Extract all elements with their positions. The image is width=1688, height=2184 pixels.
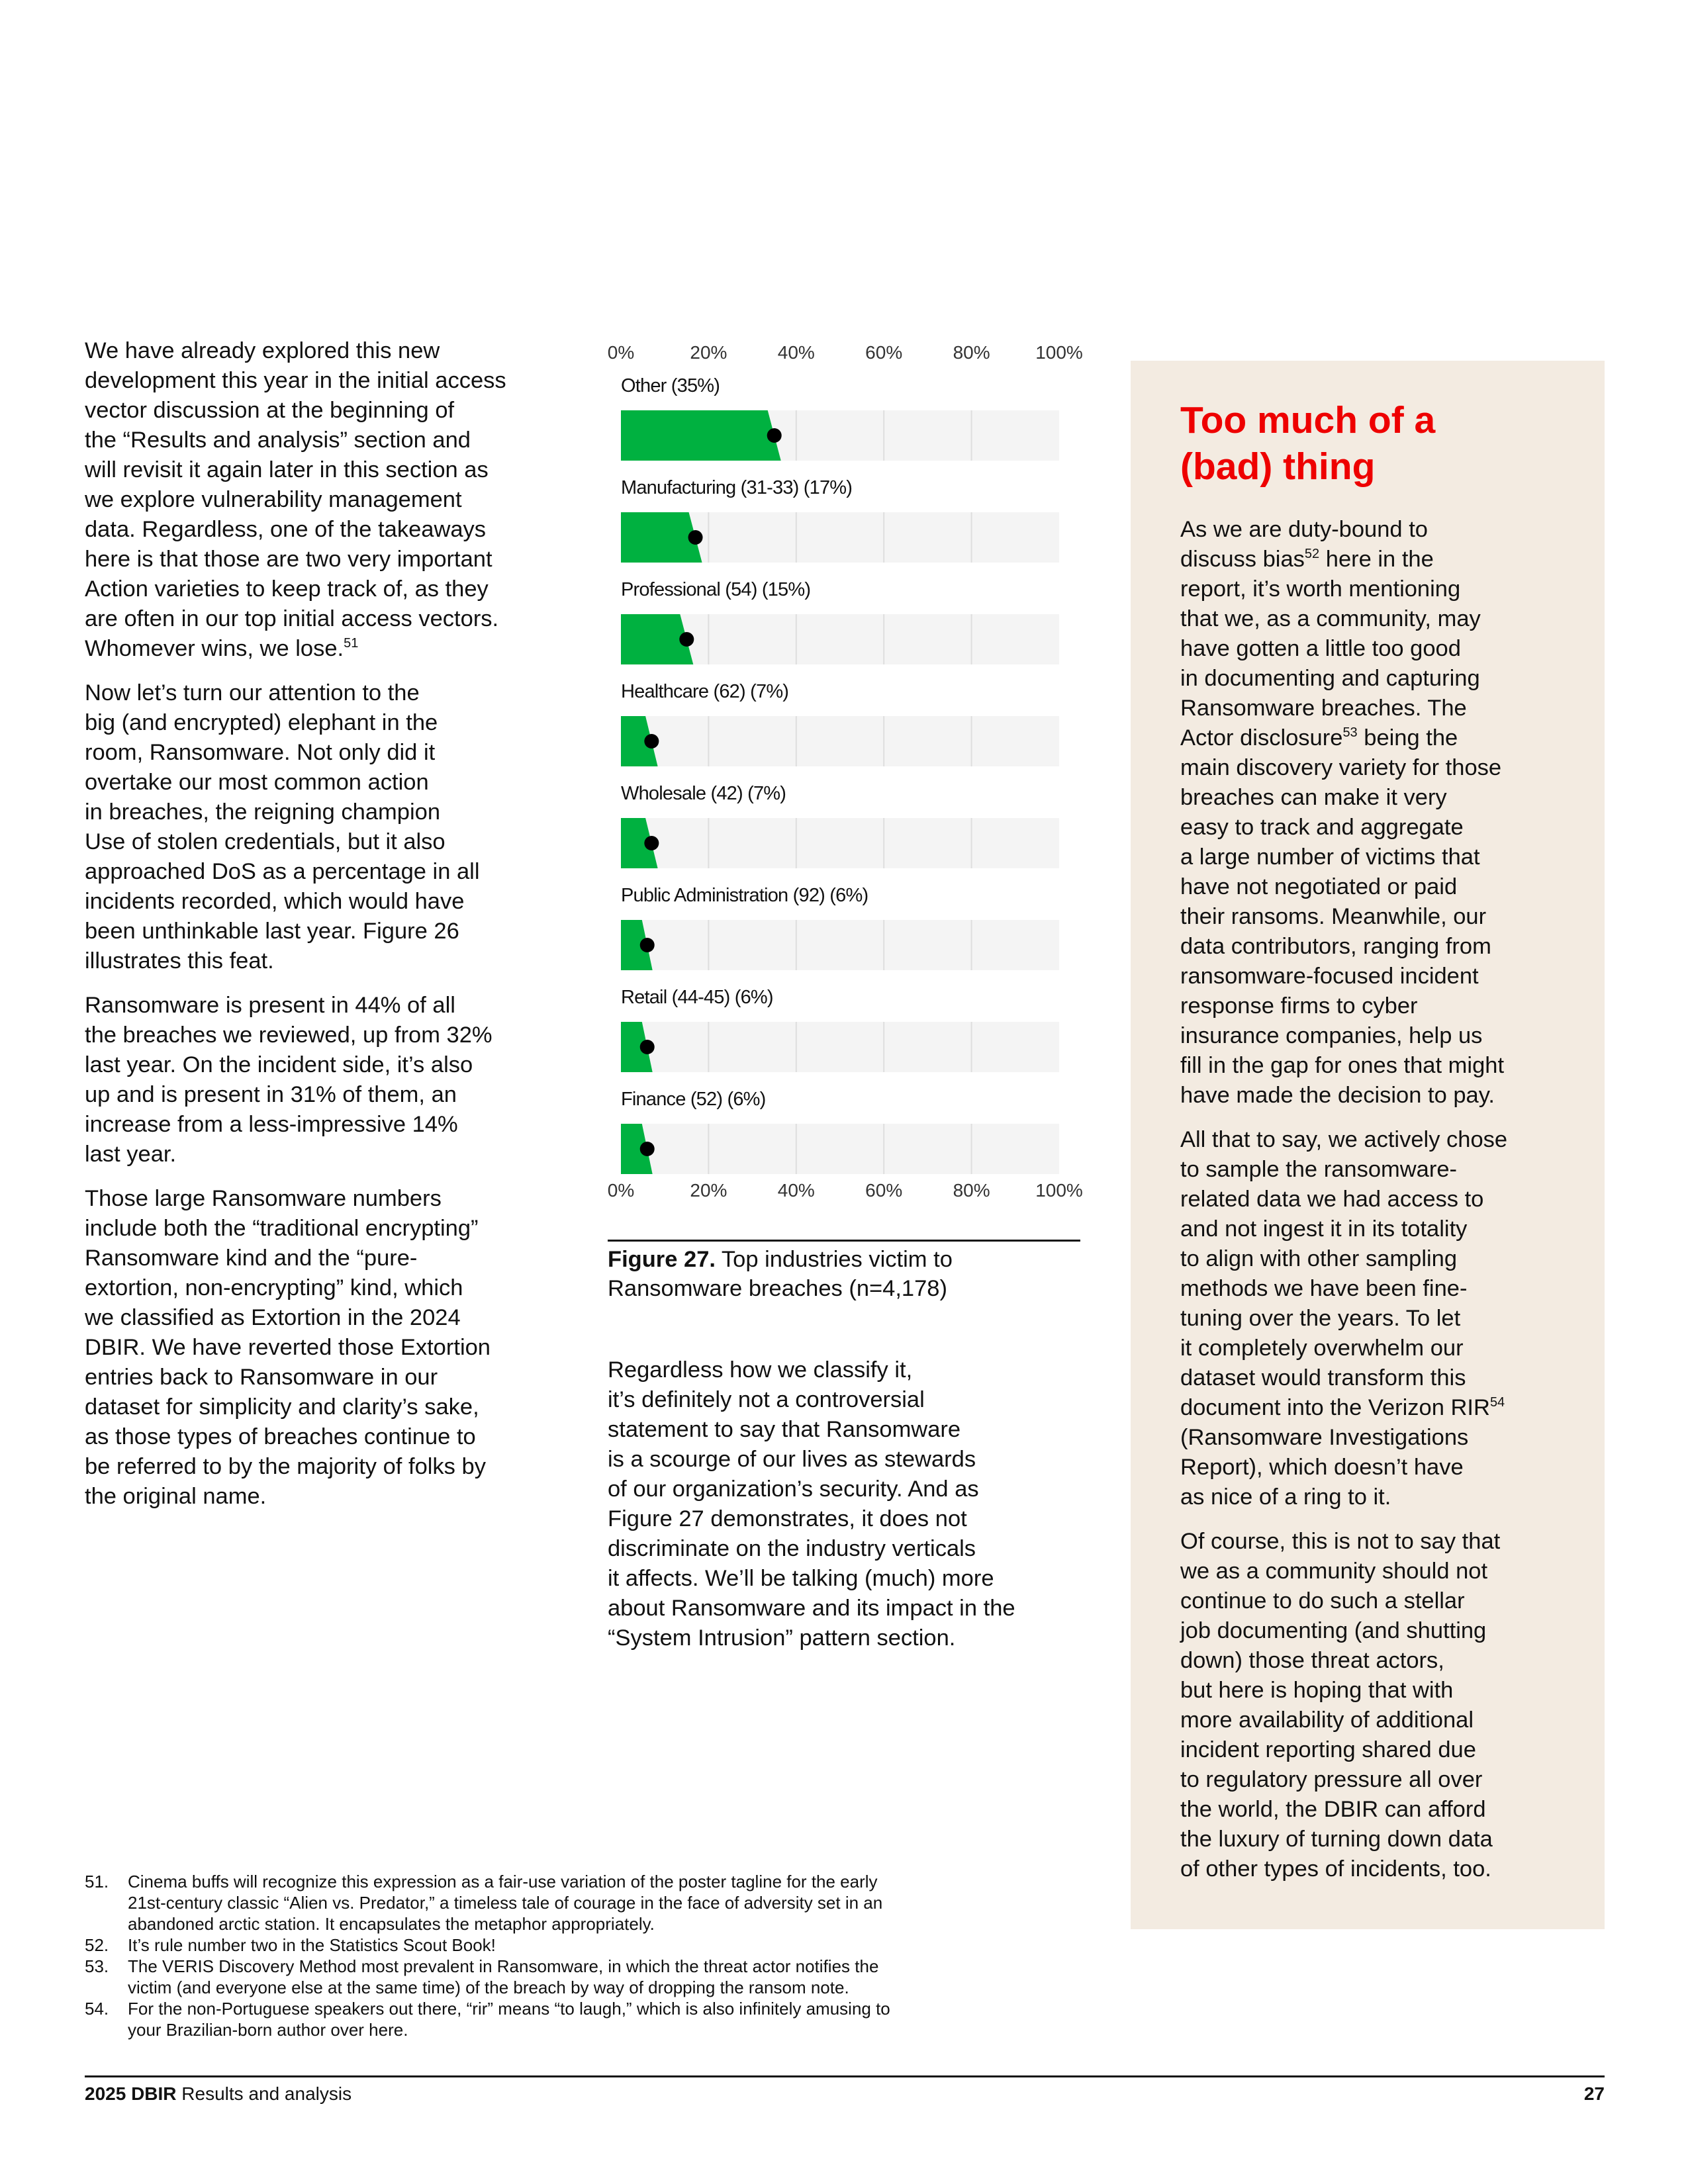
page-number: 27 bbox=[1583, 2083, 1605, 2104]
x-tick-label: 0% bbox=[607, 1180, 635, 1201]
x-tick-label: 40% bbox=[777, 1180, 815, 1201]
footnote-number: 54. bbox=[85, 1999, 109, 2019]
bar-track bbox=[621, 920, 1059, 970]
category-label: Professional (54) (15%) bbox=[621, 579, 811, 600]
footnote-text: It’s rule number two in the Statistics Scout Book! bbox=[128, 1935, 496, 1955]
x-tick-label: 100% bbox=[1035, 342, 1083, 363]
footnote bbox=[85, 1998, 1078, 2040]
x-tick-label: 60% bbox=[865, 1180, 903, 1201]
value-dot bbox=[640, 1142, 655, 1156]
value-dot bbox=[688, 530, 703, 545]
footnote-number: 51. bbox=[85, 1872, 109, 1891]
footnote-ref[interactable]: 53 bbox=[1342, 725, 1358, 740]
x-tick-label: 80% bbox=[953, 1180, 990, 1201]
footer-rule bbox=[85, 2075, 1605, 2077]
value-dot bbox=[640, 1040, 655, 1054]
x-tick-label: 20% bbox=[690, 1180, 727, 1201]
x-tick-label: 60% bbox=[865, 342, 903, 363]
left-column bbox=[85, 336, 568, 1526]
category-label: Manufacturing (31-33) (17%) bbox=[621, 477, 853, 498]
x-tick-label: 100% bbox=[1035, 1180, 1083, 1201]
paragraph: Now let’s turn our attention to the big (and encrypted) elephant in the room, Ransomware. Not only did it overtake our most common action in breaches, the reigning champion Use of stolen credentials, but it also approached DoS as a percentage in all incidents recorded, which would have been unthinkable last year. Figure 26 illustrates this feat. bbox=[85, 680, 480, 974]
footnote bbox=[85, 1956, 1078, 1998]
paragraph: Those large Ransomware numbers include both the “traditional encrypting” Ransomware kind and the “pure- extortion, non-encrypting” kind, which we classified as Extortion in the 2024 DBIR. We have reverted those Extortion entries back to Ransomware in our dataset for simplicity and clarity’s sake, as those types of breaches continue to be referred to by the majority of folks by the original name. bbox=[85, 1186, 491, 1509]
x-tick-label: 40% bbox=[777, 342, 815, 363]
value-dot bbox=[679, 632, 694, 647]
industries-ransomware-chart bbox=[596, 331, 1099, 1218]
value-dot bbox=[644, 734, 659, 749]
category-label: Retail (44-45) (6%) bbox=[621, 987, 773, 1008]
category-label: Finance (52) (6%) bbox=[621, 1089, 766, 1110]
figure-caption: Figure 27. Top industries victim to Ransomware breaches (n=4,178) bbox=[608, 1247, 953, 1301]
caption-rule bbox=[608, 1240, 1080, 1242]
bar-track bbox=[621, 1124, 1059, 1174]
sidebar-paragraph: All that to say, we actively chose to sample the ransomware- related data we had access to and not ingest it in its totality to align with other sampling methods we have been fine- tuning over the years. To let it completely overwhelm our dataset would transform this document into the Verizon RIR$^{54}$ (Ransomware Investigations Report), which doesn’t have as nice of a ring to it. bbox=[1180, 1127, 1508, 1510]
footnote-ref[interactable]: 54 bbox=[1489, 1395, 1505, 1410]
sidebar-body bbox=[1180, 515, 1577, 1899]
sidebar-paragraph: Of course, this is not to say that we as a community should not continue to do such a stellar job documenting (and shutting down) those threat actors, but here is hoping that with more availability of additional incident reporting shared due to regulatory pressure all over the world, the DBIR can afford the luxury of turning down data of other types of incidents, too. bbox=[1180, 1529, 1501, 1882]
figure-label: Figure 27. bbox=[608, 1247, 716, 1272]
footnote-text: The VERIS Discovery Method most prevalent in Ransomware, in which the threat actor notifies the victim (and everyone else at the same time) of the breach by way of dropping the ransom note. bbox=[128, 1956, 879, 1997]
sidebar-paragraph: As we are duty-bound to discuss bias$^{52}$ here in the report, it’s worth mentioning that we, as a community, may have gotten a little too good in documenting and capturing Ransomware breaches. The Actor disclosure$^{53}$ being the main discovery variety for those breaches can make it very easy to track and aggregate a large number of victims that have not negotiated or paid their ransoms. Meanwhile, our data contributors, ranging from ransomware-focused incident response firms to cyber insurance companies, help us fill in the gap for ones that might have made the decision to pay. bbox=[1180, 517, 1505, 1108]
paragraph: Ransomware is present in 44% of all the breaches we reviewed, up from 32% last year. On the incident side, it’s also up and is present in 31% of them, an increase from a less-impressive 14% last year. bbox=[85, 993, 492, 1167]
category-label: Public Administration (92) (6%) bbox=[621, 885, 868, 906]
footnote-ref[interactable]: 51 bbox=[344, 636, 359, 651]
paragraph: Regardless how we classify it, it’s definitely not a controversial statement to say that Ransomware is a scourge of our lives as stewards of our organization’s security. And as Figure 27 demonstrates, it does not discriminate on the industry verticals it affects. We’ll be talking (much) more about Ransomware and its impact in the “System Intrusion” pattern section. bbox=[608, 1357, 1015, 1651]
paragraph: We have already explored this new development this year in the initial access vector discussion at the beginning of the “Results and analysis” section and will revisit it again later in this section as we explore vulnerability management data. Regardless, one of the takeaways here is that those are two very important Action varieties to keep track of, as they are often in our top initial access vectors. Whomever wins, we lose.$^{51}$ bbox=[85, 338, 506, 661]
category-label: Healthcare (62) (7%) bbox=[621, 681, 789, 702]
footer-title: 2025 DBIR Results and analysis bbox=[85, 2083, 352, 2104]
sidebar-title: Too much of a (bad) thing bbox=[1180, 399, 1436, 488]
footnote-text: For the non-Portuguese speakers out there, “rir” means “to laugh,” which is also infinitely amusing to your Brazilian-born author over here. bbox=[128, 1999, 890, 2040]
value-dot bbox=[644, 836, 659, 850]
middle-column bbox=[608, 1355, 1091, 1653]
footnote-number: 52. bbox=[85, 1935, 109, 1955]
bar-track bbox=[621, 1022, 1059, 1072]
footnote-ref[interactable]: 52 bbox=[1304, 547, 1320, 561]
category-label: Wholesale (42) (7%) bbox=[621, 783, 786, 804]
footnote bbox=[85, 1871, 1078, 1934]
x-tick-label: 0% bbox=[607, 342, 635, 363]
x-tick-label: 80% bbox=[953, 342, 990, 363]
x-tick-label: 20% bbox=[690, 342, 727, 363]
footnote-number: 53. bbox=[85, 1956, 109, 1976]
bar-track bbox=[621, 716, 1059, 766]
footnote-text: Cinema buffs will recognize this expression as a fair-use variation of the poster tagline for the early 21st-century classic “Alien vs. Predator,” a timeless tale of courage in the face of adversity set in an abandoned arctic station. It encapsulates the metaphor appropriately. bbox=[128, 1872, 883, 1934]
footnotes bbox=[85, 1871, 1078, 2040]
bar-track bbox=[621, 818, 1059, 868]
category-label: Other (35%) bbox=[621, 375, 720, 396]
value-dot bbox=[640, 938, 655, 952]
footnote bbox=[85, 1934, 1078, 1956]
bar bbox=[621, 410, 781, 461]
value-dot bbox=[767, 428, 782, 443]
